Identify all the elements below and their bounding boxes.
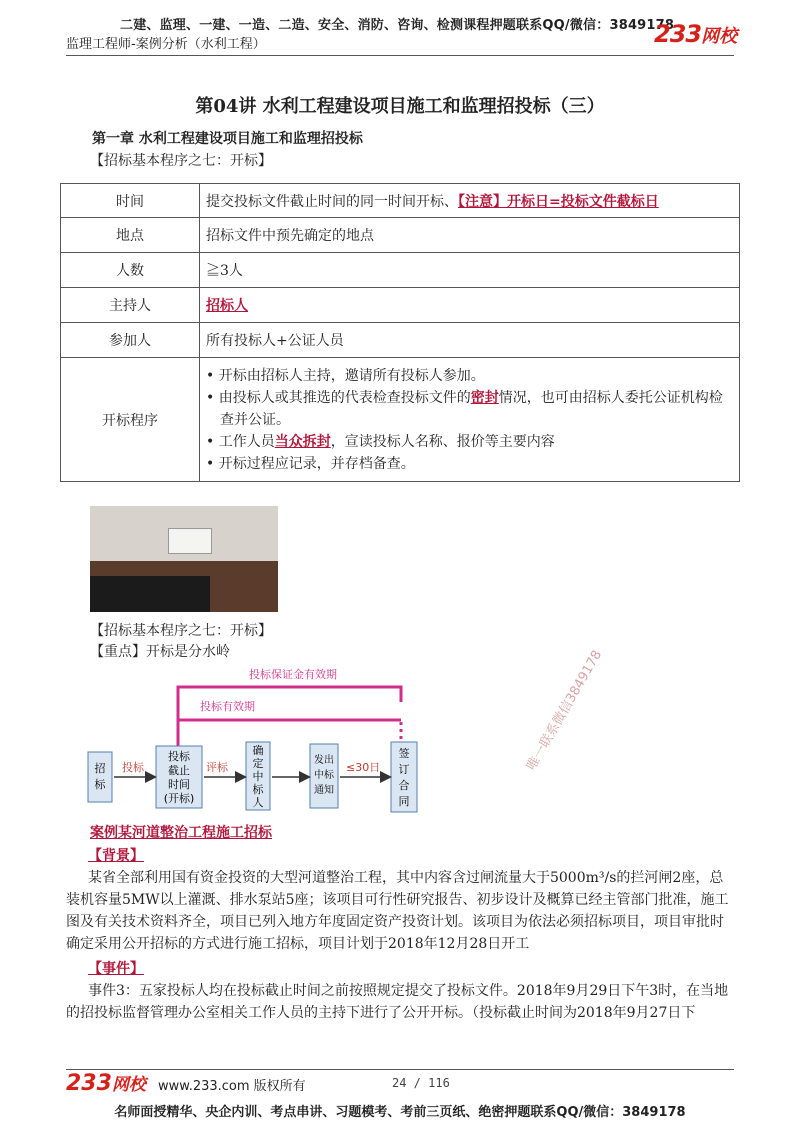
svg-text:发出中标通知: 发出中标通知: [314, 755, 334, 796]
highlight-text: 当众拆封: [274, 433, 331, 450]
guarantee-bracket: [178, 687, 401, 746]
svg-text:招标: 招标: [94, 762, 106, 791]
footer-promo: 名师面授精华、央企内训、考点串讲、习题模考、考前三页纸、绝密押题联系QQ/微信：3849178: [114, 1105, 686, 1120]
page-number: 24 / 116: [392, 1076, 450, 1090]
background-tag: 【背景】: [88, 848, 144, 864]
bid-opening-table: [60, 183, 740, 482]
highlight-text: 密封: [470, 389, 499, 406]
section-heading-2: 【招标基本程序之七：开标】: [90, 623, 272, 639]
row-value: ≧3人: [200, 253, 740, 288]
list-item: • 工作人员当众拆封，宣读投标人名称、报价等主要内容: [206, 433, 555, 450]
table-row: [61, 288, 740, 323]
highlight-text: 招标人: [206, 298, 248, 314]
event-paragraph: 事件3：五家投标人均在投标截止时间之前按照规定提交了投标文件。2018年9月29日下午3时，在当地的招投标监督管理办公室相关工作人员的主持下进行了公开开标。（投标截止时间为2018年9月27日下: [66, 983, 729, 1021]
bid-opening-photo: [90, 506, 278, 612]
section-heading-3: 【重点】开标是分水岭: [90, 644, 230, 660]
table-row: [61, 253, 740, 288]
footer-site: www.233.com 版权所有: [158, 1079, 306, 1094]
chapter-heading: 第一章 水利工程建设项目施工和监理招投标: [92, 131, 363, 147]
header-promo: 二建、监理、一建、一造、二造、安全、消防、咨询、检测课程押题联系QQ/微信：3849178: [120, 18, 675, 33]
validity-bracket: [178, 720, 401, 746]
validity-label: 投标有效期: [200, 700, 255, 713]
case-title: 案例某河道整治工程施工招标: [90, 825, 272, 841]
flow-box-tender: [88, 752, 112, 802]
logo-number: 233: [654, 20, 702, 48]
table-row: [61, 323, 740, 358]
guarantee-label: 投标保证金有效期: [249, 668, 337, 681]
row-value: [200, 358, 740, 482]
row-key: 参加人: [61, 323, 200, 358]
highlight-text: 【注意】开标日=投标文件截标日: [458, 193, 659, 210]
watermark: 唯一联系微信3849178: [524, 647, 606, 774]
table-row: [61, 218, 740, 253]
row-value: 提交投标文件截止时间的同一时间开标、【注意】开标日=投标文件截标日: [200, 184, 740, 218]
table-row: [61, 184, 740, 218]
list-item: • 开标由招标人主持，邀请所有投标人参加。: [206, 367, 485, 384]
bid-flow-diagram: [84, 660, 444, 818]
row-value: 招标文件中预先确定的地点: [200, 218, 740, 253]
footer-rule: [66, 1069, 734, 1070]
row-key: 人数: [61, 253, 200, 288]
svg-text:签订合同: 签订合同: [398, 747, 410, 808]
page-title: 第04讲 水利工程建设项目施工和监理招投标（三）: [195, 96, 605, 117]
table-row: [61, 358, 740, 482]
svg-text:投标截止时间(开标): 投标截止时间(开标): [163, 750, 195, 805]
list-item: • 开标过程应记录，并存档备查。: [206, 455, 415, 472]
row-key: 开标程序: [61, 358, 200, 482]
row-value: [200, 288, 740, 323]
arrow-label-30days: ≤30日: [346, 761, 381, 774]
procedure-list: [206, 361, 733, 479]
footer-logo: 233网校: [66, 1071, 146, 1096]
header-logo: [654, 20, 737, 48]
background-paragraph: 某省全部利用国有资金投资的大型河道整治工程，其中内容含过闸流量大于5000m³/s的拦河闸2座，总装机容量5MW以上灌溉、排水泵站5座；该项目可行性研究报告、初步设计及概算已经主管部门批准，施工图及有关技术资料齐全，项目已列入地方年度固定资产投资计划。该项目为依法必须招标项目，项目审批时确定采用公开招标的方式进行施工招标，项目计划于2018年12月28日开工: [66, 870, 729, 952]
arrow-label-evaluate: 评标: [206, 761, 228, 774]
event-tag: 【事件】: [88, 961, 144, 977]
row-key: 主持人: [61, 288, 200, 323]
header-rule: [66, 55, 734, 56]
section-heading-1: 【招标基本程序之七：开标】: [90, 153, 272, 169]
arrow-label-bid: 投标: [122, 761, 144, 774]
header-subject: 监理工程师-案例分析（水利工程）: [66, 37, 266, 52]
row-key: 时间: [61, 184, 200, 218]
svg-text:确定中标人: 确定中标人: [252, 744, 264, 809]
row-key: 地点: [61, 218, 200, 253]
logo-text: 网校: [701, 26, 738, 47]
list-item: • 由投标人或其推选的代表检查投标文件的密封情况，也可由招标人委托公证机构检查并公证。: [206, 389, 723, 428]
row-value: 所有投标人+公证人员: [200, 323, 740, 358]
